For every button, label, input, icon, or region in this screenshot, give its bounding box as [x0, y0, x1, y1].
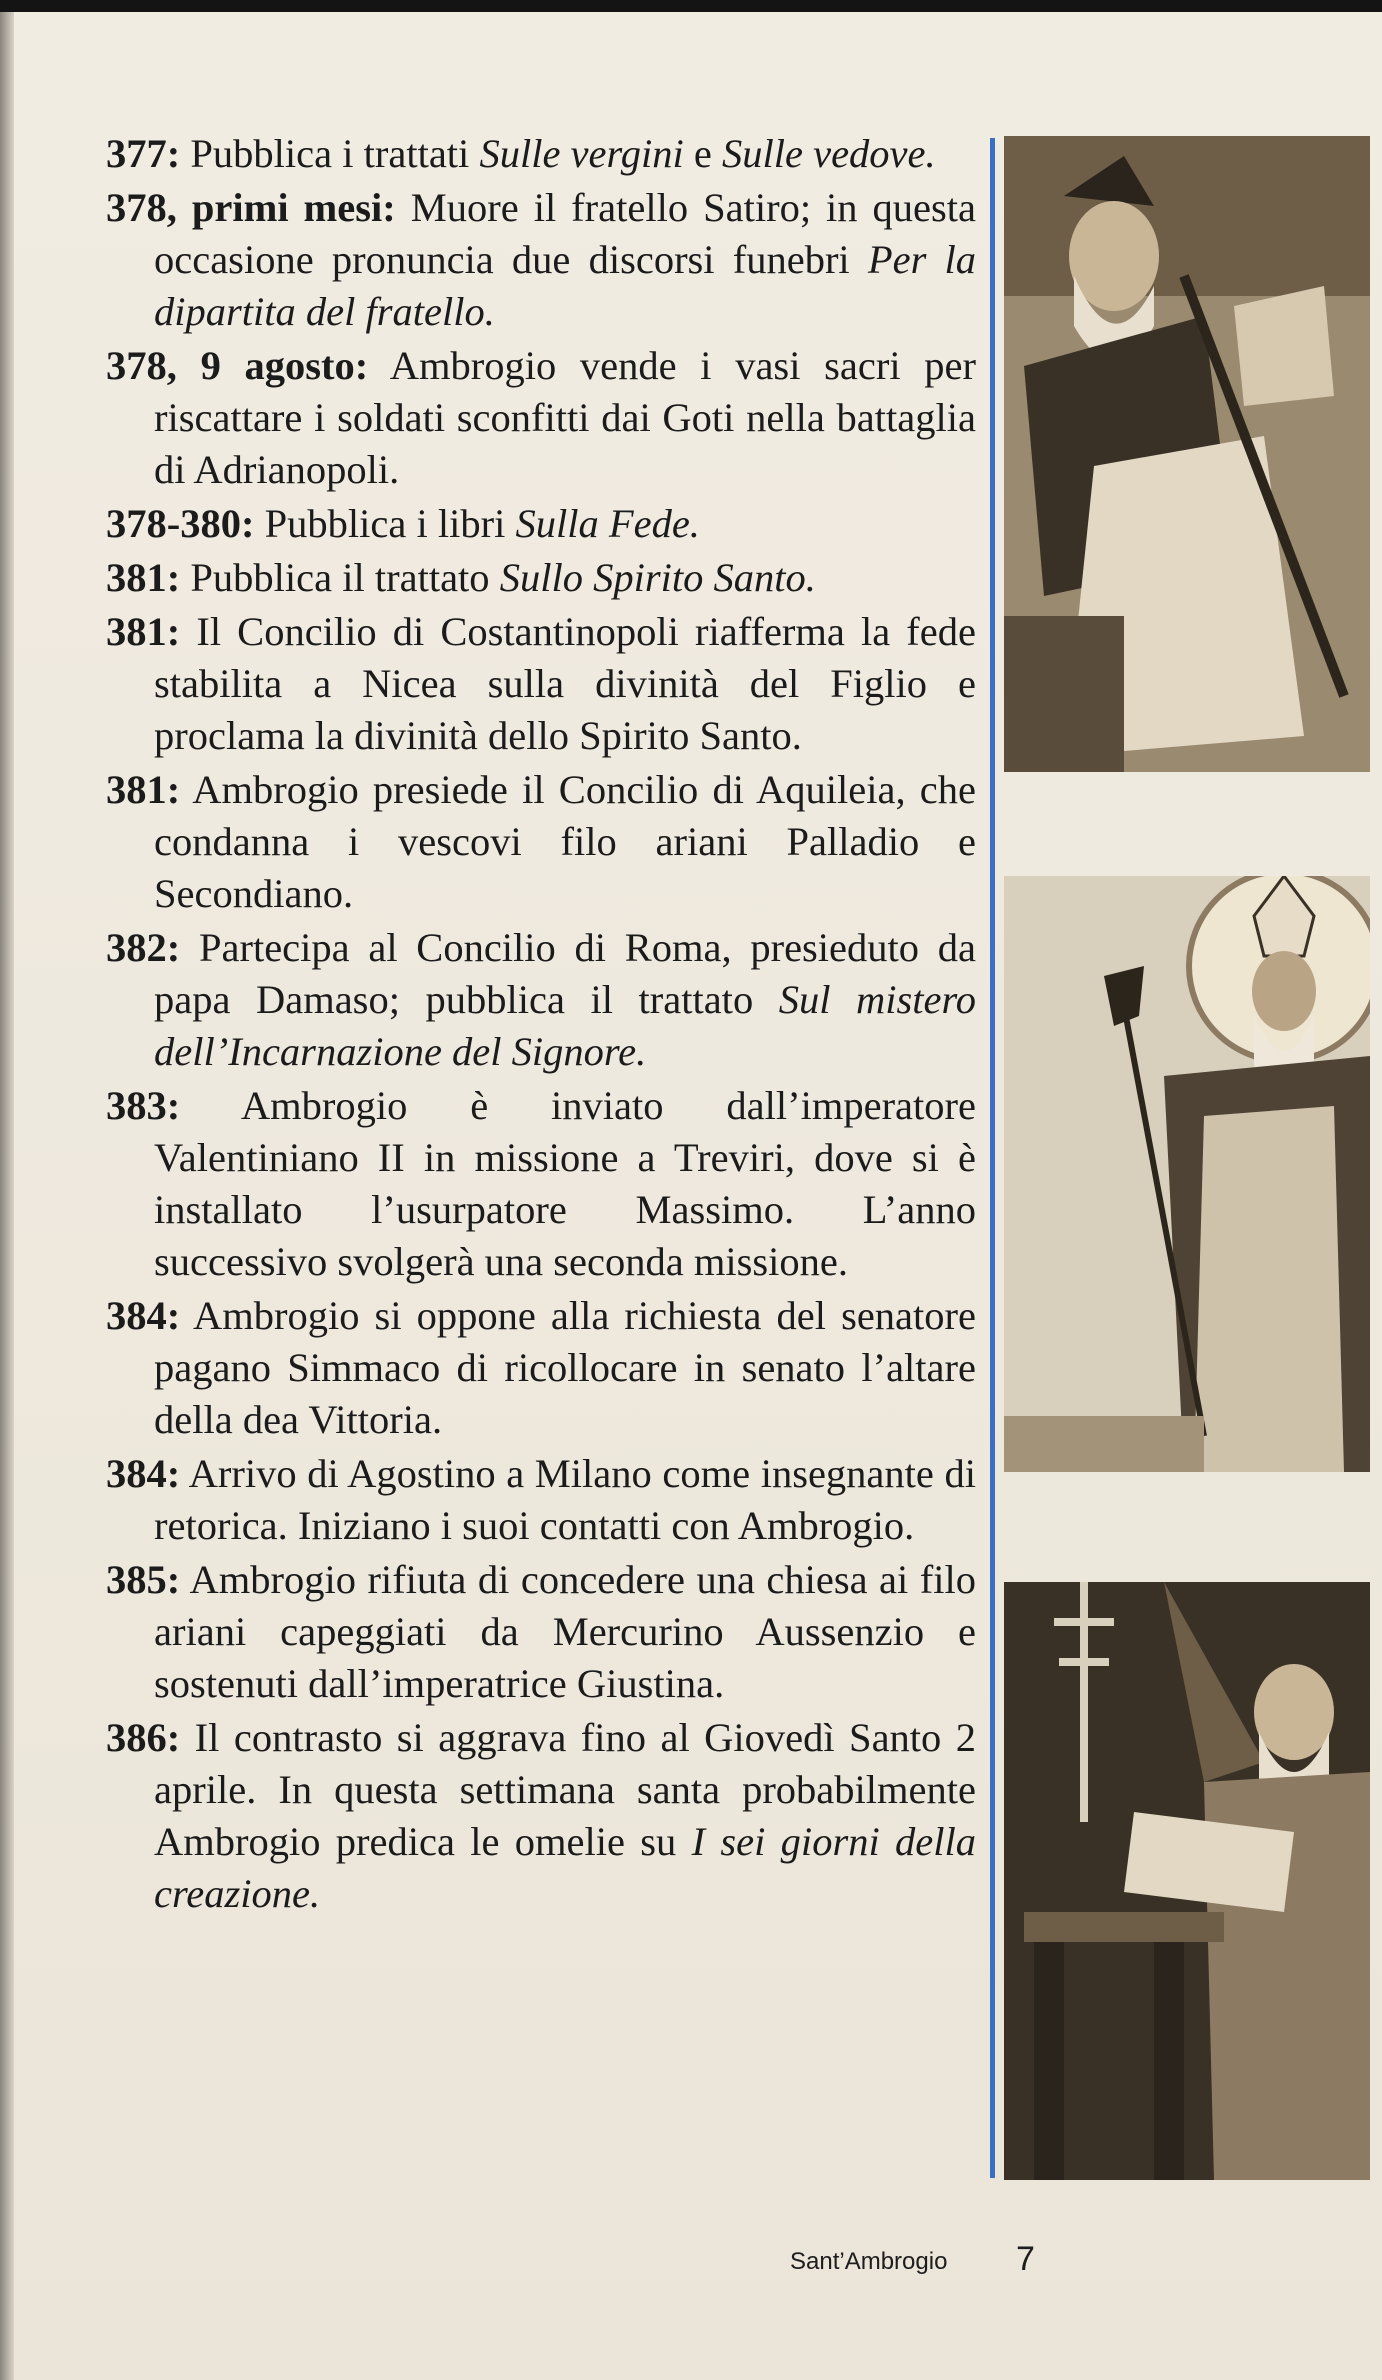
entry-year: 385: [106, 1557, 181, 1602]
timeline-entry [106, 922, 976, 1078]
entry-text: Ambrogio vende i vasi sacri per riscattare i soldati sconfitti dai Goti nella battaglia di Adrianopoli. [154, 343, 976, 492]
work-title: I sei giorni della creazione. [154, 1819, 976, 1916]
scan-binding-edge [0, 12, 14, 2380]
entry-text: Ambrogio si oppone alla richiesta del senatore pagano Simmaco di ricollocare in senato l’altare della dea Vittoria. [154, 1293, 976, 1442]
entry-year: 378, primi mesi: [106, 185, 396, 230]
running-footer-title: Sant’Ambrogio [790, 2248, 948, 2275]
timeline-entry [106, 340, 976, 496]
entry-text: Pubblica i libri [254, 501, 516, 546]
entry-year: 378, 9 agosto: [106, 343, 369, 388]
engraving-ambrose-writing [1004, 136, 1370, 772]
work-title: Sul mistero dell’Incarnazione del Signore. [154, 977, 976, 1074]
entry-year: 378-380: [106, 501, 255, 546]
timeline-entry [106, 606, 976, 762]
entry-year: 381: [106, 767, 181, 812]
timeline-entry [106, 1290, 976, 1446]
entry-year: 382: [106, 925, 181, 970]
work-title: Sulle vergini [479, 131, 684, 176]
page-number: 7 [1016, 2240, 1035, 2278]
blue-divider-rule [990, 138, 995, 2178]
entry-text: Ambrogio rifiuta di concedere una chiesa ai filo ariani capeggiati da Mercurino Aussenzio e sostenuti dall’imperatrice Giustina. [154, 1557, 976, 1706]
engraving-ambrose-at-desk [1004, 1582, 1370, 2180]
entry-text: Arrivo di Agostino a Milano come insegnante di retorica. Iniziano i suoi contatti con Ambrogio. [154, 1451, 976, 1548]
timeline-entry [106, 182, 976, 338]
timeline-entry [106, 128, 976, 180]
entry-year: 381: [106, 555, 181, 600]
timeline-entry [106, 498, 976, 550]
entry-text: Partecipa al Concilio di Roma, presieduto da papa Damaso; pubblica il trattato [154, 925, 976, 1022]
work-title: Sulla Fede. [515, 501, 700, 546]
entry-text: Muore il fratello Satiro; in questa occasione pronuncia due discorsi funebri [154, 185, 976, 282]
entry-year: 383: [106, 1083, 181, 1128]
entry-text: Pubblica i trattati [180, 131, 480, 176]
timeline-entry [106, 1080, 976, 1288]
entry-text: Ambrogio presiede il Concilio di Aquileia, che condanna i vescovi filo ariani Palladio e Secondiano. [154, 767, 976, 916]
entry-year: 384: [106, 1293, 181, 1338]
entry-text: Ambrogio è inviato dall’imperatore Valentiniano II in missione a Treviri, dove si è installato l’usurpatore Massimo. L’anno successivo svolgerà una seconda missione. [154, 1083, 976, 1284]
entry-year: 377: [106, 131, 181, 176]
entry-text: Il Concilio di Costantinopoli riafferma la fede stabilita a Nicea sulla divinità del Figlio e proclama la divinità dello Spirito Santo. [154, 609, 976, 758]
timeline-entry [106, 552, 976, 604]
timeline-entry [106, 764, 976, 920]
timeline-entry [106, 1712, 976, 1920]
timeline-entry [106, 1554, 976, 1710]
entry-text: e [683, 131, 722, 176]
entry-year: 386: [106, 1715, 181, 1760]
timeline-entry [106, 1448, 976, 1552]
work-title: Per la dipartita del fratello. [154, 237, 977, 334]
scan-top-edge [0, 0, 1382, 12]
work-title: Sulle vedove. [722, 131, 936, 176]
work-title: Sullo Spirito Santo. [499, 555, 816, 600]
engraving-ambrose-with-crozier [1004, 876, 1370, 1472]
entry-text: Il contrasto si aggrava fino al Giovedì Santo 2 aprile. In questa settimana santa probabilmente Ambrogio predica le omelie su [154, 1715, 976, 1864]
entry-year: 384: [106, 1451, 181, 1496]
chronology-list [106, 128, 976, 1922]
entry-year: 381: [106, 609, 181, 654]
entry-text: Pubblica il trattato [180, 555, 500, 600]
